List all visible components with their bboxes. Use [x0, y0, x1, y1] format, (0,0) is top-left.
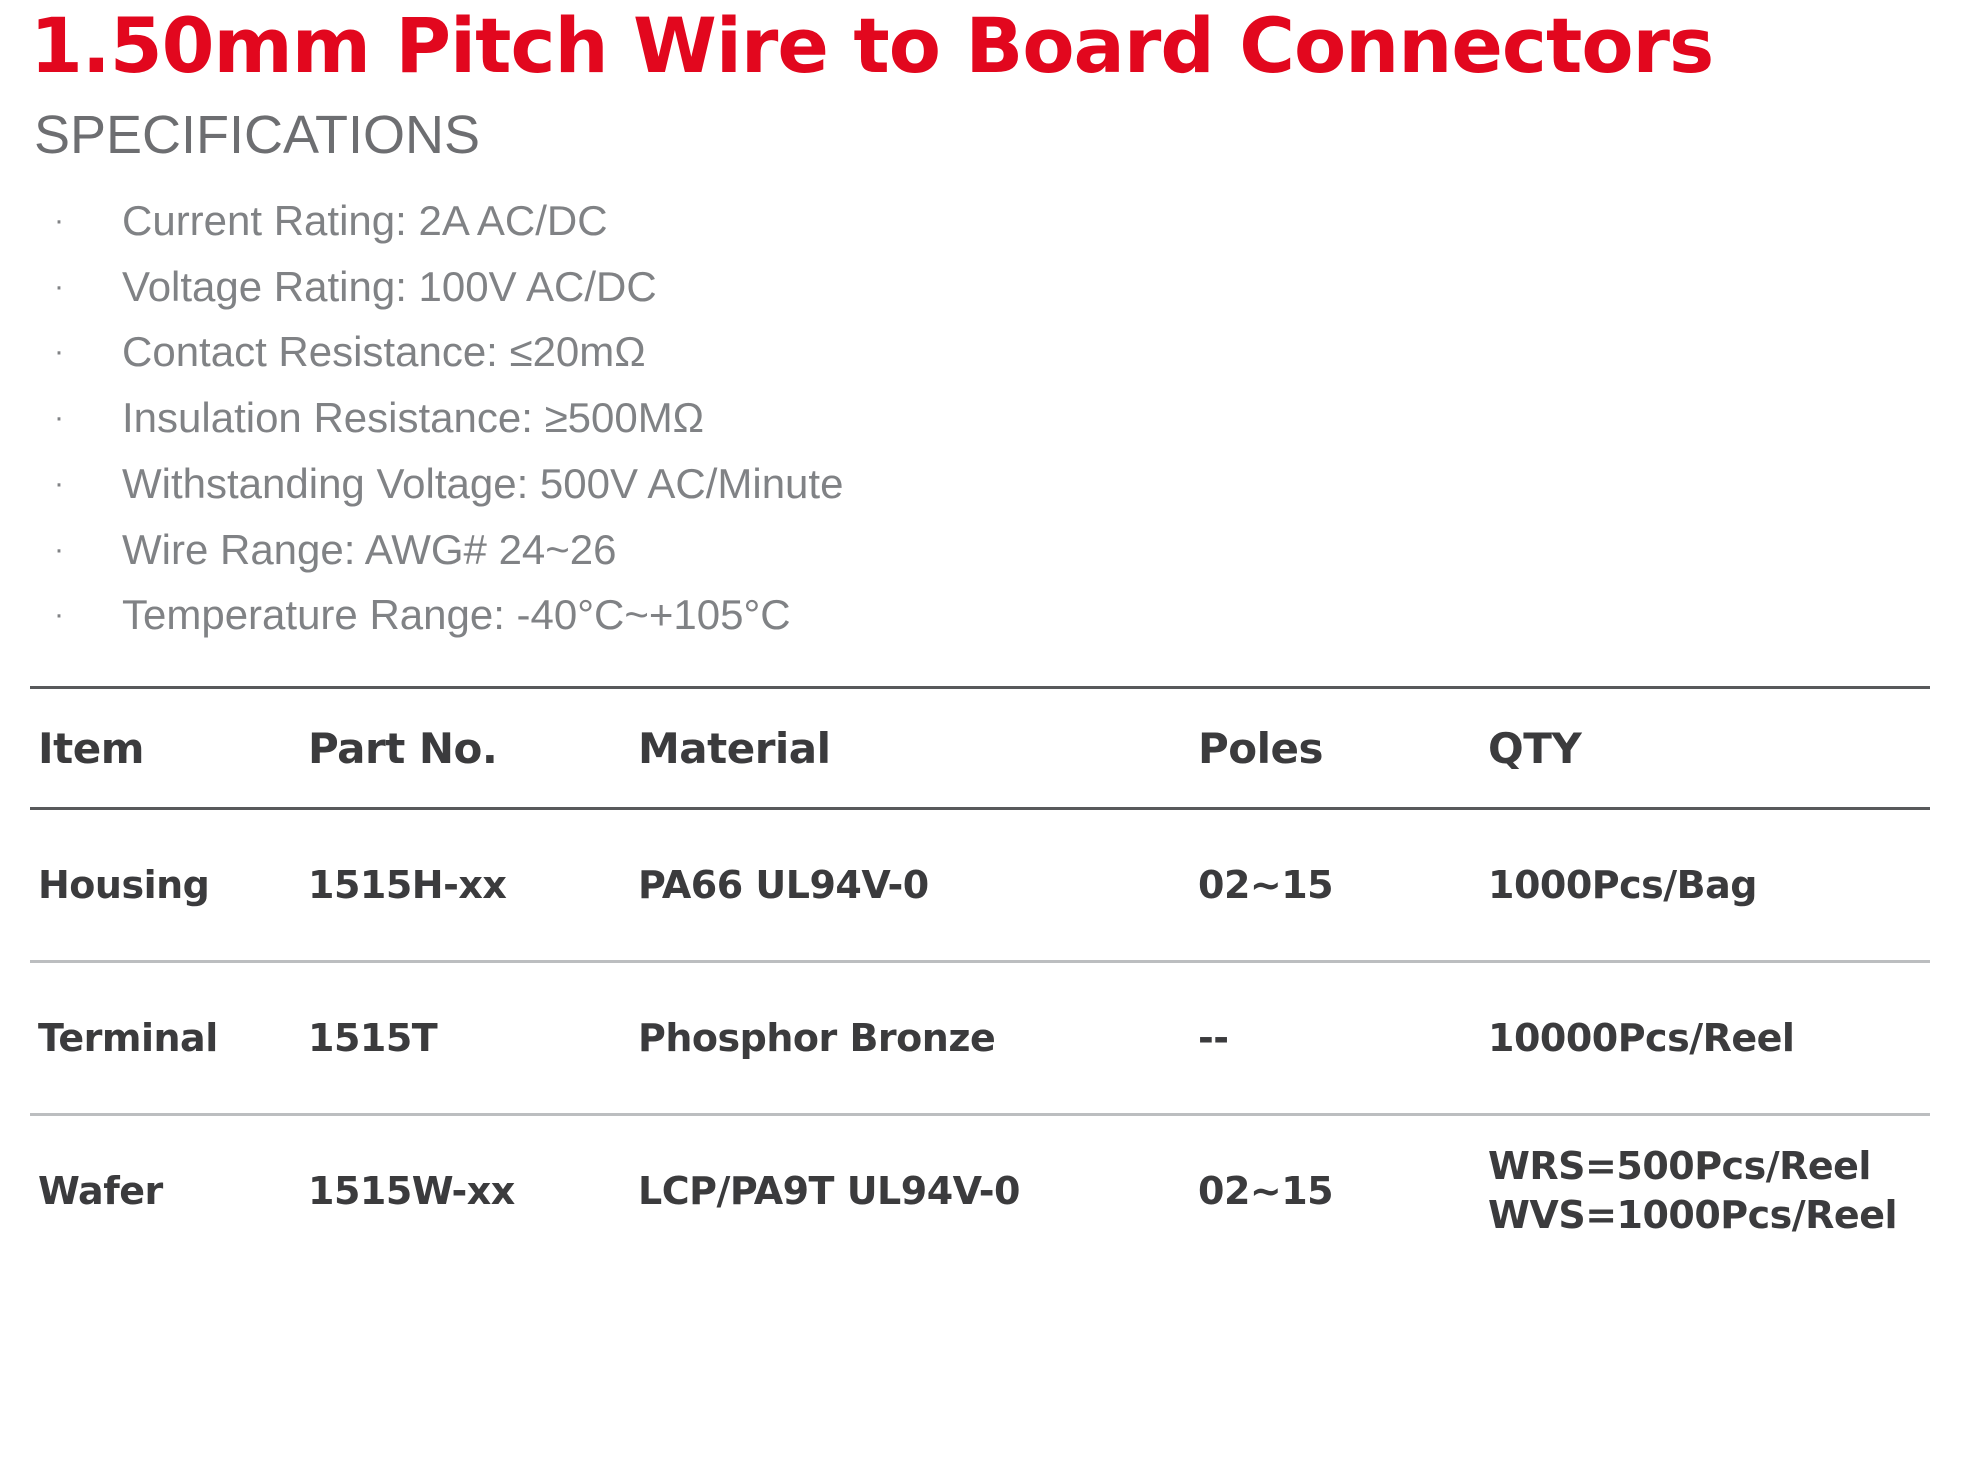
bullet-icon: · — [54, 401, 64, 435]
cell-material: PA66 UL94V-0 — [630, 809, 1190, 962]
spec-item — [30, 385, 1932, 451]
cell-poles: -- — [1190, 962, 1480, 1115]
bullet-icon: · — [54, 269, 64, 303]
table-header — [30, 688, 1930, 809]
spec-item — [30, 517, 1932, 583]
bullet-icon: · — [54, 204, 64, 237]
table-row — [30, 809, 1930, 962]
spec-item-text: Wire Range: AWG# 24~26 — [122, 525, 617, 573]
cell-qty-line: 10000Pcs/Reel — [1488, 1015, 1795, 1060]
spec-item-text: Voltage Rating: 100V AC/DC — [122, 262, 657, 310]
spec-item — [30, 254, 1932, 320]
cell-qty-line: 1000Pcs/Bag — [1488, 862, 1757, 907]
spec-item-text: Contact Resistance: ≤20mΩ — [122, 328, 646, 376]
parts-table — [30, 686, 1930, 1266]
spec-item — [30, 188, 1932, 254]
cell-item: Housing — [30, 809, 300, 962]
spec-item-text: Insulation Resistance: ≥500MΩ — [122, 394, 705, 442]
table-row — [30, 1115, 1930, 1267]
table-row — [30, 962, 1930, 1115]
spec-item-text: Withstanding Voltage: 500V AC/Minute — [122, 459, 844, 507]
specifications-list — [30, 188, 1932, 648]
cell-part-no: 1515W-xx — [308, 1169, 515, 1214]
cell-poles: 02~15 — [1190, 809, 1480, 962]
cell-part-no: 1515T — [300, 962, 630, 1115]
specifications-heading: SPECIFICATIONS — [34, 105, 481, 165]
cell-material: Phosphor Bronze — [630, 962, 1190, 1115]
column-header-material: Material — [630, 688, 1190, 809]
spec-item — [30, 582, 1932, 648]
cell-item: Terminal — [30, 962, 300, 1115]
cell-item: Wafer — [38, 1169, 163, 1214]
column-header-qty: QTY — [1480, 688, 1930, 809]
parts-table-container — [30, 686, 1932, 1266]
cell-part-no: 1515H-xx — [300, 809, 630, 962]
bullet-icon: · — [54, 598, 64, 632]
column-header-part-no: Part No. — [300, 688, 630, 809]
column-header-item: Item — [30, 688, 300, 809]
cell-qty-line: WVS=1000Pcs/Reel — [1488, 1193, 1897, 1238]
page-title: 1.50mm Pitch Wire to Board Connectors — [30, 1, 1714, 90]
spec-item — [30, 319, 1932, 385]
spec-item-text: Current Rating: 2A AC/DC — [122, 197, 608, 244]
bullet-icon: · — [54, 532, 64, 566]
cell-material: LCP/PA9T UL94V-0 — [638, 1169, 1021, 1214]
column-header-poles: Poles — [1190, 688, 1480, 809]
cell-poles: 02~15 — [1198, 1169, 1334, 1214]
datasheet-page — [0, 1, 1962, 1466]
bullet-icon: · — [54, 335, 64, 369]
cell-qty — [1480, 1115, 1930, 1267]
table-header-row — [30, 688, 1930, 809]
cell-qty — [1480, 809, 1930, 962]
cell-qty-line: WRS=500Pcs/Reel — [1488, 1144, 1871, 1189]
bullet-icon: · — [54, 466, 64, 500]
spec-item — [30, 451, 1932, 517]
cell-qty — [1480, 962, 1930, 1115]
spec-item-text: Temperature Range: -40°C~+105°C — [122, 591, 791, 639]
table-body — [30, 809, 1930, 1267]
